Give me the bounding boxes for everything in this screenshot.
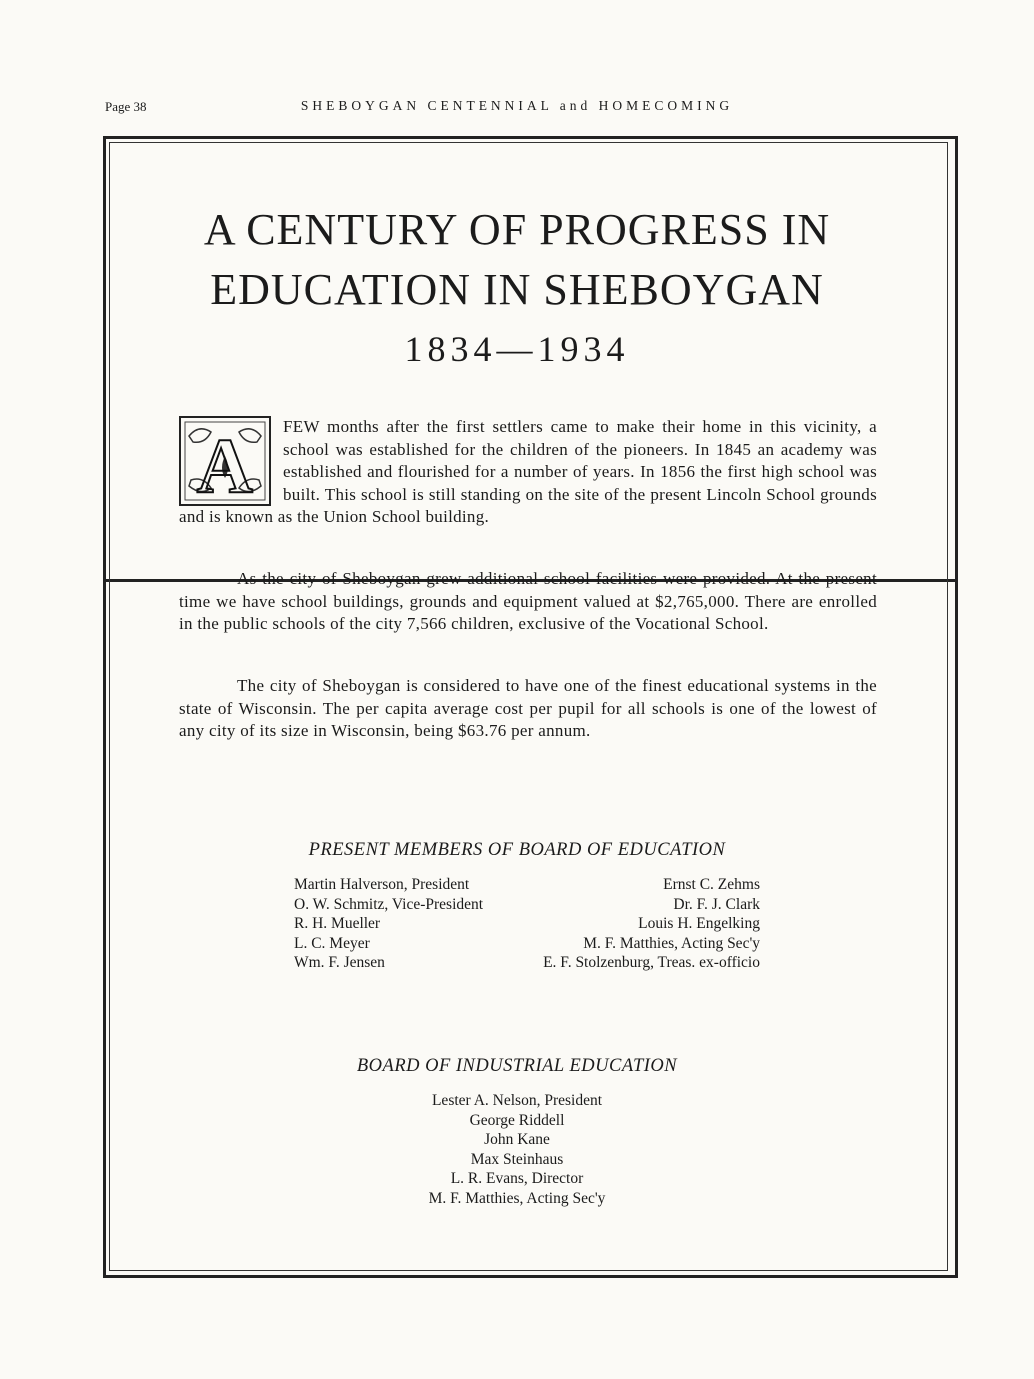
running-title: SHEBOYGAN CENTENNIAL and HOMECOMING [300, 98, 734, 113]
title-line-2: EDUCATION IN SHEBOYGAN [210, 265, 824, 314]
member-name: M. F. Matthies, Acting Sec'y [428, 1189, 606, 1207]
svg-text:A: A [196, 422, 254, 506]
paragraph-1 [179, 416, 877, 529]
member-name: Dr. F. J. Clark [673, 895, 760, 913]
member-name: M. F. Matthies, Acting Sec'y [583, 934, 760, 952]
member-name: Martin Halverson, President [294, 876, 470, 893]
member-name: L. R. Evans, Director [450, 1170, 584, 1187]
board-members-right [543, 875, 760, 973]
industrial-education-heading: BOARD OF INDUSTRIAL EDUCATION [356, 1056, 678, 1076]
member-name: George Riddell [469, 1111, 565, 1129]
board-of-education-heading: PRESENT MEMBERS OF BOARD OF EDUCATION [308, 840, 726, 860]
member-name: L. C. Meyer [294, 934, 370, 952]
paragraph-2: As the city of Sheboygan grew additional school facilities were provided. At the present time we have school buildings, grounds and equipment valued at $2,765,000. There are enrolled in the public schools of the city 7,566 children, exclusive of the Vocational School. [179, 569, 877, 633]
industrial-board-members [0, 1091, 1034, 1208]
member-name: E. F. Stolzenburg, Treas. ex-officio [543, 954, 760, 971]
paragraph-1-text: FEW months after the first settlers came to make their home in this vicinity, a school was established for the children of the pioneers. In 1845 an academy was established and flourished for a number of years. In 1856 the first high school was built. This school is still standing on the site of the present Lincoln School grounds and is known as the Union School building. [179, 417, 877, 526]
member-name: O. W. Schmitz, Vice-President [294, 895, 484, 913]
member-name: R. H. Mueller [294, 915, 381, 932]
ornamental-dropcap-icon [179, 416, 271, 506]
member-name: Louis H. Engelking [638, 915, 760, 932]
paragraph-3: The city of Sheboygan is considered to have one of the finest educational systems in the state of Wisconsin. The per capita average cost per pupil for all schools is one of the lowest of any city of its size in Wisconsin, being $63.76 per annum. [179, 676, 877, 740]
member-name: John Kane [484, 1131, 550, 1148]
member-name: Wm. F. Jensen [294, 954, 385, 971]
member-name: Lester A. Nelson, President [431, 1092, 603, 1109]
member-name: Max Steinhaus [470, 1150, 564, 1168]
member-name: Ernst C. Zehms [663, 876, 760, 893]
article-title [0, 200, 1034, 320]
page-number: Page 38 [105, 99, 147, 114]
title-line-1: A CENTURY OF PROGRESS IN [203, 205, 831, 254]
year-range: 1834—1934 [404, 329, 630, 369]
board-members-left [294, 875, 483, 973]
